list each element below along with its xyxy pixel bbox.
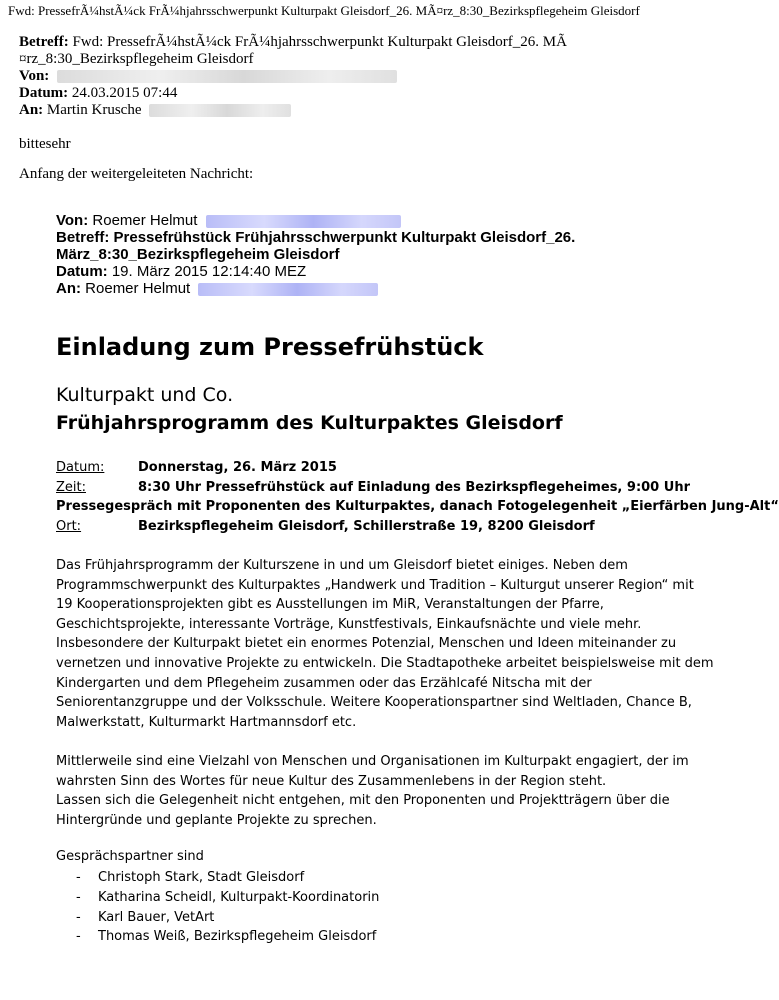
paragraph-line: Programmschwerpunkt des Kulturpaktes „Handwerk und Tradition – Kulturgut unserer Region“ mit [56,577,694,593]
forwarded-message-notice: Anfang der weitergeleiteten Nachricht: [19,166,254,182]
redacted-recipient-blur [149,104,291,117]
fwd-date-label: Datum: [56,263,108,280]
redacted-email-blur [198,283,378,296]
list-item [56,868,379,888]
list-dash: - [76,909,81,925]
detail-date-row [56,458,676,478]
partner-name: Thomas Weiß, Bezirkspflegeheim Gleisdorf [98,929,377,945]
list-item [56,908,379,928]
mail-subject-continuation: ¤rz_8:30_Bezirkspflegeheim Gleisdorf [19,51,254,67]
list-item [56,888,379,908]
fwd-date-row [56,263,666,280]
mail-subject-line1: Fwd: PressefrÃ¼hstÃ¼ck FrÃ¼hjahrsschwerpunkt Kulturpakt Gleisdorf_26. MÃ [72,34,567,50]
partner-name: Karl Bauer, VetArt [98,909,215,925]
mail-date-value: 24.03.2015 07:44 [71,85,178,101]
mail-to-value: Martin Krusche [46,102,142,118]
page-header: Fwd: PressefrÃ¼hstÃ¼ck FrÃ¼hjahrsschwerpunkt Kulturpakt Gleisdorf_26. MÃ¤rz_8:30_Bezirkspflegeheim Gleisdorf [8,3,640,18]
detail-location-row [56,517,676,537]
fwd-subject-row [56,229,666,246]
invitation-title: Einladung zum Pressefrühstück [56,333,484,361]
paragraph-line: Hintergründe und geplante Projekte zu sprechen. [56,812,377,828]
paragraph-line: Seniorentanzgruppe und der Volksschule. Weitere Kooperationspartner sind Weltladen, Chance B, [56,695,692,711]
detail-time-row [56,478,690,498]
paragraph-line: Kindergarten und dem Pflegeheim zusammen oder das Erzählcafé Nitscha mit der [56,675,592,691]
fwd-from-row [56,212,666,229]
partner-name: Katharina Scheidl, Kulturpakt-Koordinatorin [98,889,380,905]
partners-list [56,868,379,947]
mail-from-row [19,68,679,85]
fwd-from-label: Von: [56,212,89,229]
mail-to-row [19,102,679,119]
fwd-to-label: An: [56,280,81,297]
fwd-subject-continuation [56,246,666,263]
list-item [56,927,379,947]
fwd-subject-label: Betreff: [56,229,110,246]
program-title: Frühjahrsprogramm des Kulturpaktes Gleisdorf [56,412,563,434]
paragraph-line: 19 Kooperationsprojekten gibt es Ausstellungen im MiR, Veranstaltungen der Pfarre, [56,597,604,613]
event-details [56,458,779,536]
description-paragraph [56,556,714,732]
mail-date-label: Datum: [19,85,69,101]
detail-location-value: Bezirkspflegeheim Gleisdorf, Schillerstraße 19, 8200 Gleisdorf [138,518,595,534]
detail-date-label: Datum: [56,460,105,475]
engagement-paragraph [56,752,689,830]
forwarded-header [56,212,666,297]
paragraph-line: Geschichtsprojekte, interessante Vorträge, Kunstfestivals, Einkaufsnächte und viele mehr. [56,616,642,632]
mail-subject-label: Betreff: [19,34,69,50]
detail-time-value: 8:30 Uhr Pressefrühstück auf Einladung des Bezirkspflegeheimes, 9:00 Uhr [138,479,690,495]
fwd-to-value: Roemer Helmut [85,280,191,297]
paragraph-line: Mittlerweile sind eine Vielzahl von Menschen und Organisationen im Kulturpakt engagiert, der im [56,754,689,769]
paragraph-line: Das Frühjahrsprogramm der Kulturszene in und um Gleisdorf bietet einiges. Neben dem [56,558,628,573]
mail-date-row [19,85,679,102]
intro-greeting: bittesehr [19,136,71,152]
paragraph-line: Insbesondere der Kulturpakt bietet ein enormes Potenzial, Menschen und Ideen miteinander zu [56,636,677,652]
fwd-subject-line2: März_8:30_Bezirkspflegeheim Gleisdorf [56,246,340,263]
detail-time-continuation: Pressegespräch mit Proponenten des Kulturpaktes, danach Fotogelegenheit „Eierfärben Jung-Alt“ [56,499,779,514]
paragraph-line: Lassen sich die Gelegenheit nicht entgehen, mit den Proponenten und Projektträgern über die [56,793,670,809]
detail-date-value: Donnerstag, 26. März 2015 [138,460,337,475]
fwd-to-row [56,280,666,297]
list-dash: - [76,929,81,945]
mail-subject-row [19,34,679,51]
fwd-from-value: Roemer Helmut [92,212,198,229]
invitation-subtitle: Kulturpakt und Co. [56,384,234,406]
partner-name: Christoph Stark, Stadt Gleisdorf [98,870,305,885]
redacted-sender-blur [57,70,397,83]
paragraph-line: Malwerkstatt, Kulturmarkt Hartmannsdorf etc. [56,714,357,730]
partners-heading: Gesprächspartner sind [56,849,204,864]
list-dash: - [76,889,81,905]
mail-from-label: Von: [19,68,50,84]
detail-time-label: Zeit: [56,479,86,495]
paragraph-line: wahrsten Sinn des Wortes für neue Kultur des Zusammenlebens in der Region steht. [56,773,607,789]
mail-to-label: An: [19,102,44,118]
fwd-subject-line1: Pressefrühstück Frühjahrsschwerpunkt Kulturpakt Gleisdorf_26. [113,229,576,246]
list-dash: - [76,870,81,885]
mail-header [19,34,679,119]
fwd-date-value: 19. März 2015 12:14:40 MEZ [111,263,307,280]
paragraph-line: vernetzen und innovative Projekte zu entwickeln. Die Stadtapotheke arbeitet beispielsweise mit dem [56,655,714,671]
redacted-email-blur [206,215,401,228]
detail-location-label: Ort: [56,518,82,534]
